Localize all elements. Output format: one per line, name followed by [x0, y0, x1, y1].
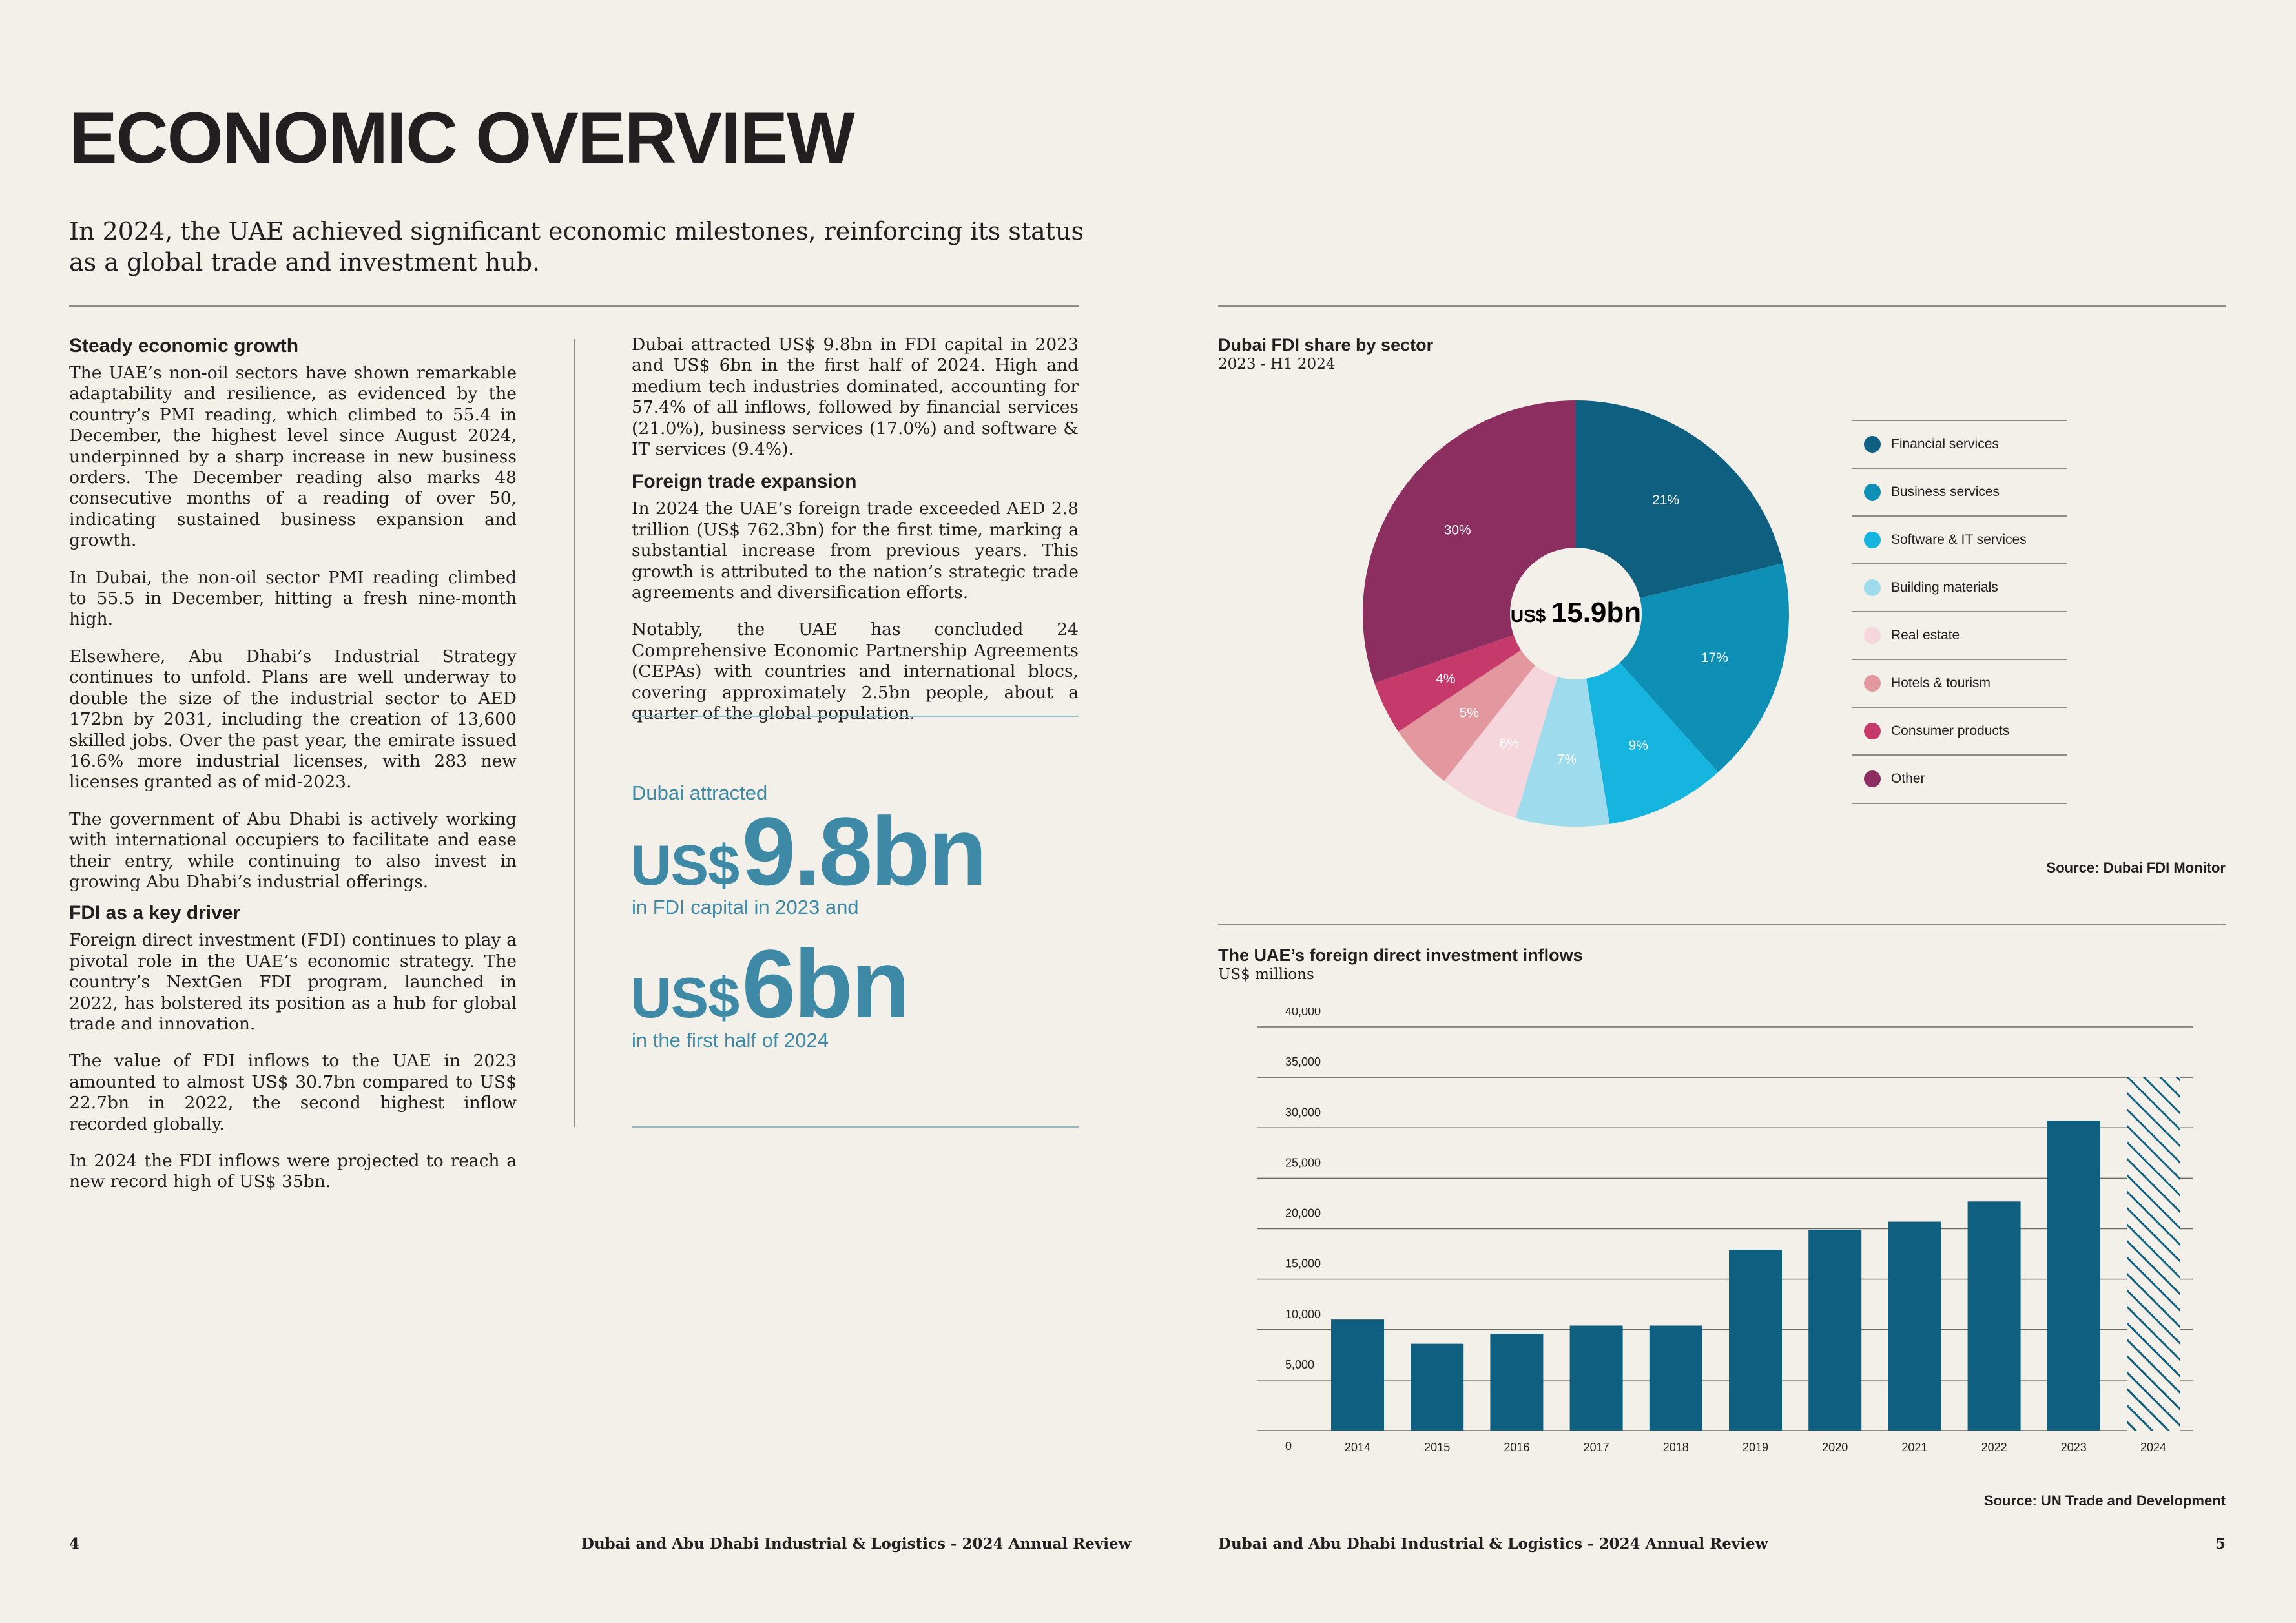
x-tick-label: 2023: [2060, 1441, 2087, 1454]
currency-label: US$: [630, 833, 739, 897]
legend-item: [1852, 611, 2067, 659]
x-tick-label: 2021: [1901, 1441, 1928, 1454]
y-tick-label: 40,000: [1285, 1008, 1321, 1018]
y-tick-label: 20,000: [1285, 1206, 1321, 1220]
bar-2014: [1331, 1319, 1384, 1431]
pie-slice-label: 4%: [1436, 671, 1456, 687]
x-tick-label: 2015: [1424, 1441, 1451, 1454]
x-tick-label: 2019: [1742, 1441, 1769, 1454]
paragraph: Notably, the UAE has concluded 24 Comprehensive Economic Partnership Agreements (CEPAs) with countries and international blocs, covering approximately 2.5bn people, about a quarter of the global population.: [632, 619, 1079, 724]
legend-item: [1852, 754, 2067, 802]
highlight-value-2: [630, 929, 909, 1038]
legend-item: [1852, 707, 2067, 754]
legend-item: [1852, 563, 2067, 611]
paragraph: Elsewhere, Abu Dhabi’s Industrial Strategy continues to unfold. Plans are well underway to double the size of the industrial sector to AED 172bn by 2031, including the creation of 13,600 skilled jobs. Over the past year, the emirate issued 16.6% more industrial licenses, with 283 new licenses granted as of mid-2023.: [69, 646, 517, 792]
text-column-left: [69, 335, 517, 1209]
paragraph: In Dubai, the non-oil sector PMI reading climbed to 55.5 in December, hitting a fresh nine-month high.: [69, 567, 517, 630]
bar-2022: [1968, 1201, 2021, 1431]
pie-slice-label: 6%: [1499, 736, 1520, 751]
pie-chart-title: Dubai FDI share by sector: [1218, 335, 1434, 355]
bar-2024: [2127, 1077, 2180, 1431]
legend-label: Business services: [1891, 484, 2000, 499]
pie-chart-subtitle: 2023 - H1 2024: [1218, 356, 1336, 373]
highlight-top-rule: [632, 716, 1079, 717]
legend-bottom-rule: [1852, 803, 2067, 804]
bar-2019: [1729, 1250, 1782, 1431]
stat-number: 6bn: [741, 929, 909, 1038]
legend-swatch: [1864, 675, 1881, 692]
right-middle-divider: [1218, 924, 2226, 925]
y-tick-label: 10,000: [1285, 1307, 1321, 1321]
legend-swatch: [1864, 579, 1881, 596]
x-tick-label: 2020: [1822, 1441, 1848, 1454]
column-divider: [574, 339, 575, 1127]
section-heading-trade: Foreign trade expansion: [632, 471, 857, 493]
paragraph: The government of Abu Dhabi is actively working with international occupiers to facilitate and ease their entry, while continuing to also invest in growing Abu Dhabi’s industrial offerings.: [69, 809, 517, 892]
legend-item: [1852, 659, 2067, 707]
legend-label: Real estate: [1891, 628, 1960, 643]
legend-label: Hotels & tourism: [1891, 676, 1991, 690]
stat-number: 9.8bn: [741, 797, 986, 905]
footer-title-right: Dubai and Abu Dhabi Industrial & Logistics - 2024 Annual Review: [1218, 1535, 1768, 1553]
legend-label: Financial services: [1891, 437, 1999, 451]
legend-item: [1852, 420, 2067, 468]
pie-source: Source: Dubai FDI Monitor: [2046, 860, 2226, 876]
currency-label: US$: [630, 966, 739, 1029]
highlight-label-3: in the first half of 2024: [632, 1029, 829, 1051]
bar-2017: [1570, 1326, 1623, 1431]
highlight-bottom-rule: [632, 1126, 1079, 1128]
legend-swatch: [1864, 436, 1881, 453]
highlight-label-1: Dubai attracted: [632, 781, 768, 804]
bar-2016: [1490, 1334, 1543, 1431]
legend-swatch: [1864, 723, 1881, 739]
legend-item: [1852, 515, 2067, 563]
x-tick-label: 2016: [1504, 1441, 1530, 1454]
pie-slice-label: 30%: [1443, 522, 1471, 538]
paragraph: Dubai attracted US$ 9.8bn in FDI capital in 2023 and US$ 6bn in the first half of 2024. High and medium tech industries dominated, accounting for 57.4% of all inflows, followed by financial services (21.0%), business services (17.0%) and software & IT services (9.4%).: [632, 335, 1079, 460]
bar-2018: [1650, 1326, 1702, 1431]
pie-slice-label: 9%: [1628, 738, 1648, 754]
y-tick-label: 5,000: [1285, 1358, 1315, 1371]
pie-chart: [1350, 388, 1802, 840]
paragraph: In 2024 the FDI inflows were projected to reach a new record high of US$ 35bn.: [69, 1151, 517, 1192]
left-top-divider: [69, 305, 1079, 307]
legend-swatch: [1864, 484, 1881, 501]
page-number-left: 4: [69, 1535, 80, 1553]
bar-chart-subtitle: US$ millions: [1218, 966, 1314, 983]
legend-swatch: [1864, 627, 1881, 644]
y-tick-label: 0: [1285, 1440, 1292, 1452]
section-heading-growth: Steady economic growth: [69, 335, 299, 357]
page-title: ECONOMIC OVERVIEW: [69, 98, 854, 178]
bar-source: Source: UN Trade and Development: [1983, 1493, 2226, 1509]
x-tick-label: 2018: [1662, 1441, 1689, 1454]
pie-center-value: 15.9bn: [1551, 597, 1642, 628]
paragraph: The UAE’s non-oil sectors have shown remarkable adaptability and resilience, as evidenced by the country’s PMI reading, which climbed to 55.4 in December, the highest level since August 2024, underpinned by a sharp increase in new business orders. The December reading also marks 48 consecutive months of a reading of over 50, indicating sustained business expansion and growth.: [69, 363, 517, 551]
x-tick-label: 2017: [1583, 1441, 1609, 1454]
x-tick-label: 2014: [1344, 1441, 1371, 1454]
legend-swatch: [1864, 532, 1881, 548]
section-heading-fdi: FDI as a key driver: [69, 902, 241, 924]
paragraph: In 2024 the UAE’s foreign trade exceeded AED 2.8 trillion (US$ 762.3bn) for the first time, marking a substantial increase from previous years. This growth is attributed to the nation’s strategic trade agreements and diversification efforts.: [632, 499, 1079, 603]
y-tick-label: 15,000: [1285, 1257, 1321, 1270]
bar-2020: [1808, 1230, 1861, 1431]
pie-center-currency: US$: [1510, 606, 1546, 626]
legend-label: Building materials: [1891, 580, 1998, 595]
y-tick-label: 30,000: [1285, 1106, 1321, 1119]
right-top-divider: [1218, 305, 2226, 307]
y-tick-label: 35,000: [1285, 1055, 1321, 1069]
pie-slice-label: 21%: [1652, 493, 1680, 508]
legend-label: Consumer products: [1891, 723, 2010, 738]
x-tick-label: 2024: [2140, 1441, 2167, 1454]
bar-2023: [2047, 1121, 2100, 1431]
legend-swatch: [1864, 770, 1881, 787]
paragraph: Foreign direct investment (FDI) continues to play a pivotal role in the UAE’s economic strategy. The country’s NextGen FDI program, launched in 2022, has bolstered its position as a hub for global trade and innovation.: [69, 930, 517, 1034]
bar-2015: [1411, 1344, 1463, 1431]
bar-chart-title: The UAE’s foreign direct investment inflows: [1218, 946, 1583, 965]
text-column-middle: [632, 335, 1079, 741]
x-tick-label: 2022: [1981, 1441, 2007, 1454]
pie-slice-label: 17%: [1701, 650, 1728, 665]
pie-slice-label: 7%: [1557, 752, 1577, 767]
intro-text: In 2024, the UAE achieved significant economic milestones, reinforcing its status as a global trade and investment hub.: [69, 217, 1084, 276]
highlight-value-1: [630, 797, 986, 905]
pie-slice-label: 5%: [1459, 705, 1479, 721]
legend-item: [1852, 468, 2067, 515]
bar-chart: [1218, 1008, 2226, 1473]
paragraph: The value of FDI inflows to the UAE in 2023 amounted to almost US$ 30.7bn compared to US$ 22.7bn in 2022, the second highest inflow recorded globally.: [69, 1051, 517, 1134]
highlight-label-2: in FDI capital in 2023 and: [632, 896, 859, 918]
y-tick-label: 25,000: [1285, 1156, 1321, 1170]
legend-label: Other: [1891, 771, 1925, 786]
footer-title-left: Dubai and Abu Dhabi Industrial & Logistics - 2024 Annual Review: [581, 1535, 1132, 1553]
bar-2021: [1888, 1222, 1941, 1431]
legend-label: Software & IT services: [1891, 532, 2027, 547]
page-number-right: 5: [2215, 1535, 2226, 1553]
